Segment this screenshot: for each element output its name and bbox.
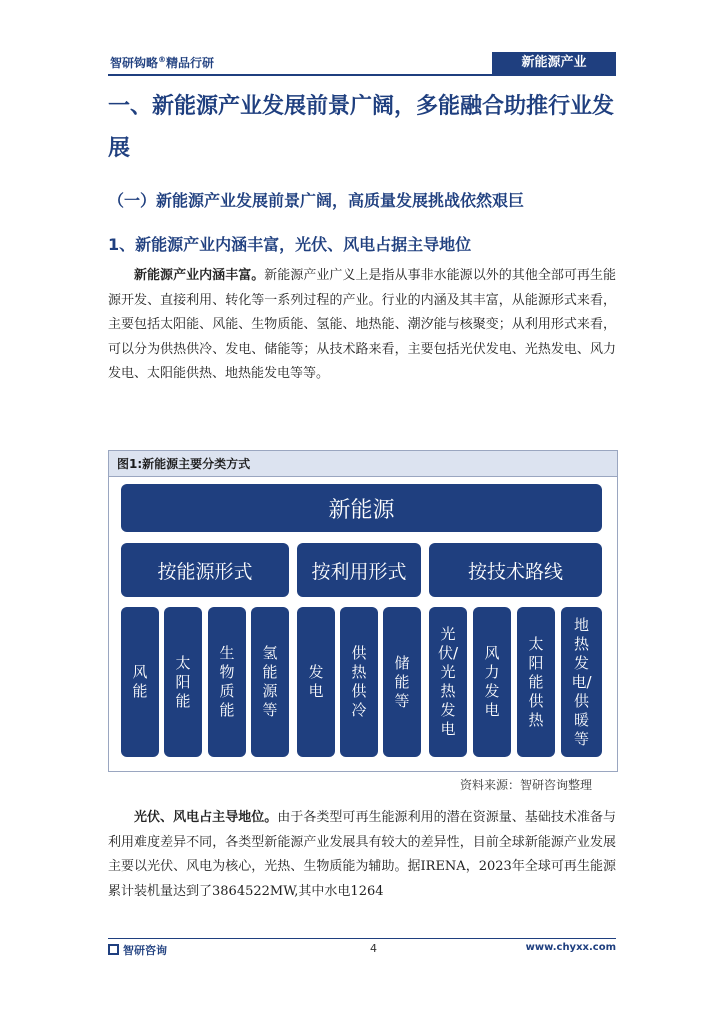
figure-source: 资料来源：智研咨询整理 — [460, 778, 593, 792]
brand-name: 智研钩略 — [110, 56, 159, 70]
leaf-box — [340, 607, 378, 757]
figure-title: 图1:新能源主要分类方式 — [109, 451, 617, 477]
leaf-label: 风力发电 — [484, 644, 500, 719]
paragraph-2-lead: 光伏、风电占主导地位。 — [134, 810, 278, 825]
figure-classification — [108, 450, 618, 772]
footer-divider — [108, 938, 616, 939]
registered-mark: ® — [158, 55, 167, 64]
diagram-root-box: 新能源 — [121, 484, 602, 532]
paragraph-2 — [108, 806, 616, 904]
paragraph-2-body: 由于各类型可再生能源利用的潜在资源量、基础技术准备与利用难度差异不同，各类型新能源产业发展具有较大的差异性，目前全球新能源产业发展主要以光伏、风电为核心，光热、生物质能为辅助。据IRENA，2023年全球可再生能源累计装机量达到了3864522MW,其中水电1264 — [108, 810, 616, 899]
leaf-label: 太阳能供热 — [528, 634, 544, 729]
brand-suffix: 精品行研 — [166, 56, 215, 70]
leaf-label: 供热供冷 — [351, 644, 367, 719]
header-divider — [108, 74, 616, 76]
page-footer — [108, 938, 616, 958]
category-box-tech-route: 按技术路线 — [429, 543, 602, 597]
category-box-energy-form: 按能源形式 — [121, 543, 289, 597]
leaf-label: 生物质能 — [219, 644, 235, 719]
logo-mark-icon — [108, 944, 119, 955]
leaf-label: 风能 — [132, 663, 148, 700]
paragraph-1-body: 新能源产业广义上是指从事非水能源以外的其他全部可再生能源开发、直接利用、转化等一系列过程的产业。行业的内涵及其丰富，从能源形式来看，主要包括太阳能、风能、生物质能、氢能、地热能、潮汐能与核聚变；从利用形式来看，可以分为供热供冷、发电、储能等；从技术路来看，主要包括光伏发电、光热发电、风力发电、太阳能供热、地热能发电等等。 — [108, 268, 616, 381]
category-box-usage-form: 按利用形式 — [297, 543, 421, 597]
paragraph-1-lead: 新能源产业内涵丰富。 — [134, 268, 265, 283]
leaf-label: 太阳能 — [175, 653, 191, 710]
page-header — [108, 52, 616, 74]
leaf-label: 光伏/光热发电 — [438, 625, 459, 738]
leaf-box — [121, 607, 159, 757]
footer-logo — [108, 942, 167, 958]
page-number: 4 — [370, 942, 377, 955]
header-brand — [110, 54, 214, 71]
leaf-label: 氢能源等 — [262, 644, 278, 719]
leaf-box — [208, 607, 246, 757]
leaf-label: 地热发电/供暖等 — [571, 615, 592, 748]
footer-website: www.chyxx.com — [525, 942, 616, 953]
leaf-box — [517, 607, 555, 757]
leaf-box — [429, 607, 467, 757]
paragraph-1 — [108, 264, 616, 387]
leaf-box — [561, 607, 602, 757]
footer-logo-text: 智研咨询 — [123, 944, 167, 957]
leaf-label: 储能等 — [394, 653, 410, 710]
heading-level1: 一、新能源产业发展前景广阔，多能融合助推行业发展 — [108, 94, 615, 161]
header-section-tab: 新能源产业 — [492, 52, 616, 74]
heading-level3: 1、新能源产业内涵丰富，光伏、风电占据主导地位 — [108, 235, 472, 254]
leaf-label: 发电 — [308, 663, 324, 700]
leaf-box — [164, 607, 202, 757]
heading-level2: （一）新能源产业发展前景广阔，高质量发展挑战依然艰巨 — [108, 191, 525, 210]
leaf-box — [251, 607, 289, 757]
leaf-box — [473, 607, 511, 757]
leaf-box — [383, 607, 421, 757]
leaf-box — [297, 607, 335, 757]
